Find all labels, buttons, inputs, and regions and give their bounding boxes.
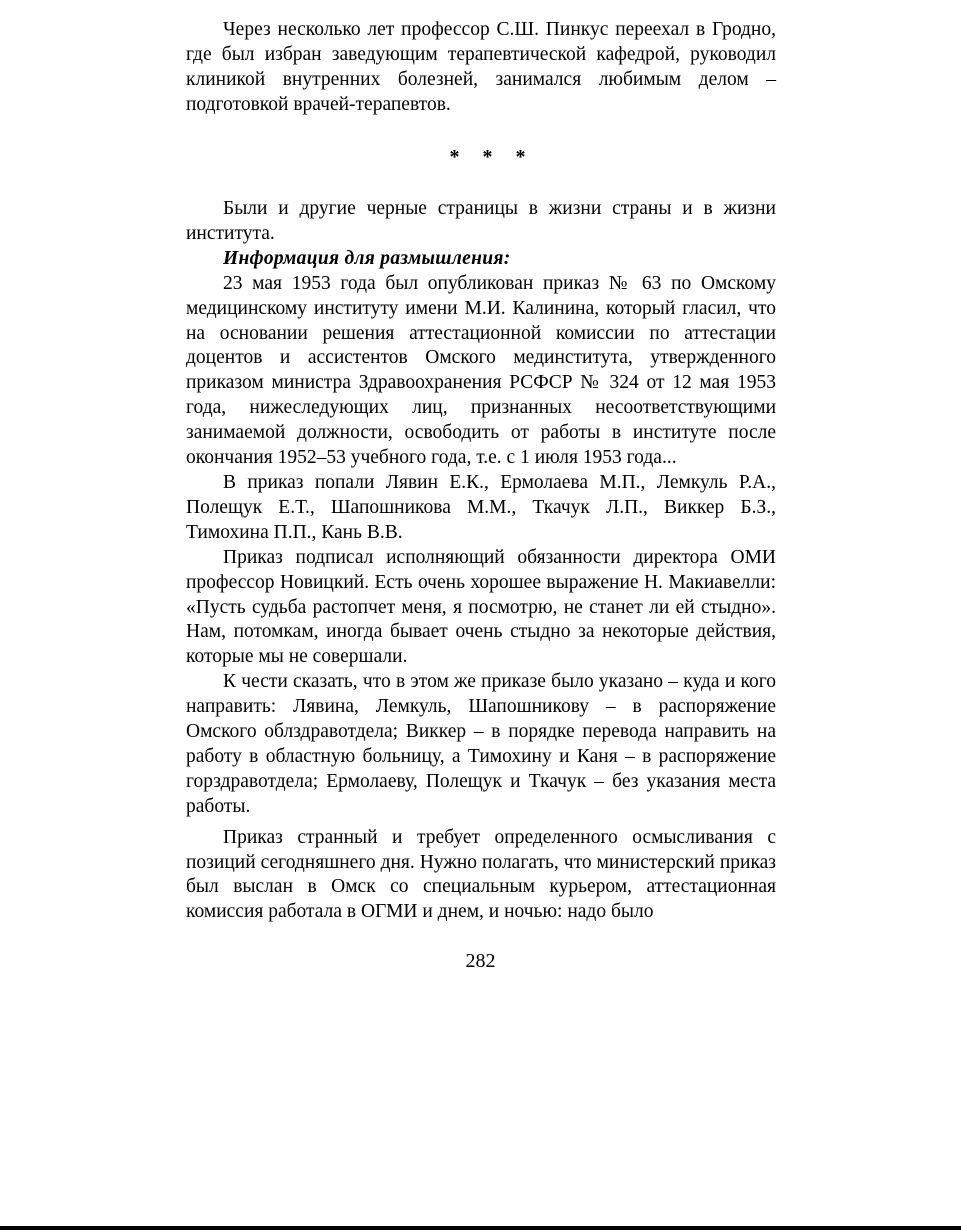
paragraph-signed: Приказ подписал исполняющий обязанности директора ОМИ профессор Новицкий. Есть очень хорошее выражение Н. Макиавелли: «Пусть судьба растопчет меня, я посмотрю, не станет ли ей стыдно». Нам, потомкам, иногда бывает очень стыдно за некоторые действия, которые мы не совершали. [186, 546, 776, 668]
paragraph-names: В приказ попали Лявин Е.К., Ермолаева М.П., Лемкуль Р.А., Полещук Е.Т., Шапошникова М.М., Ткачук Л.П., Виккер Б.З., Тимохина П.П., Кань В.В. [186, 471, 776, 543]
page-number: 282 [465, 950, 496, 972]
paragraph-strange: Приказ странный и требует определенного осмысливания с позиций сегодняшнего дня. Нужно полагать, что министерский приказ был выслан в Омск со специальным курьером, аттестационная комиссия работала в ОГМИ и днем, и ночью: надо было [186, 826, 776, 923]
paragraph-honor: К чести сказать, что в этом же приказе было указано – куда и кого направить: Лявина, Лемкуль, Шапошникову – в распоряжение Омского облздравотдела; Виккер – в порядке перевода направить на работу в областную больницу, а Тимохину и Каня – в распоряжение горздравотдела; Ермолаеву, Полещук и Ткачук – без указания места работы. [186, 671, 776, 817]
paragraph-black-pages: Были и другие черные страницы в жизни страны и в жизни института. [186, 198, 776, 244]
scan-bottom-edge [0, 1226, 961, 1230]
intro-block [186, 18, 776, 118]
main-text-block [186, 197, 776, 925]
info-heading: Информация для размышления: [223, 247, 511, 269]
paragraph-order: 23 мая 1953 года был опубликован приказ № 63 по Омскому медицинскому институту имени М.И. Калинина, который гласил, что на основании решения аттестационной комиссии по аттестации доцентов и ассистентов Омского мединститута, утвержденного приказом министра Здравоохранения РСФСР № 324 от 12 мая 1953 года, нижеследующих лиц, признанных несоответствующими занимаемой должности, освободить от работы в институте после окончания 1952–53 учебного года, т.е. с 1 июля 1953 года... [186, 272, 776, 469]
paragraph-intro: Через несколько лет профессор С.Ш. Пинкус переехал в Гродно, где был избран заведующим терапевтической кафедрой, руководил клиникой внутренних болезней, занимался любимым делом – подготовкой врачей-терапевтов. [186, 19, 776, 115]
section-separator: * * * [449, 146, 535, 168]
info-heading-line [186, 247, 776, 272]
